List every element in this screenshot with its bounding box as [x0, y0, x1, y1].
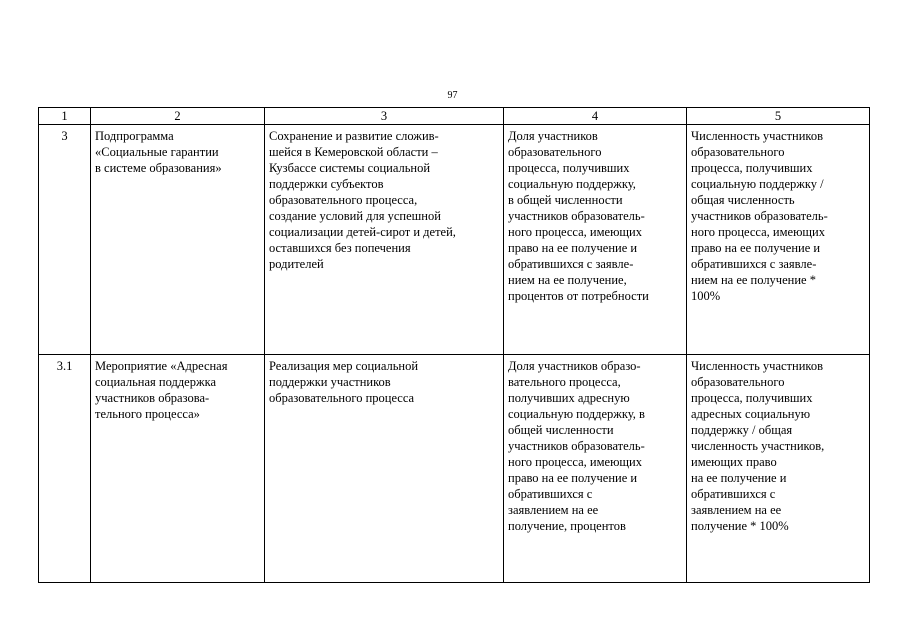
- program-name-cell: [91, 125, 265, 355]
- table-row: [39, 355, 870, 583]
- indicator-text: Доля участников образовательного процесса, получивших социальную поддержку, в общей численности участников образователь- ного процесса, имеющих право на ее получение и обратившихся с заявле- нием на ее получение, процентов от потребности: [508, 129, 649, 303]
- program-goal-cell: [265, 125, 504, 355]
- indicator-text: Доля участников образо- вательного процесса, получивших адресную социальную поддержку, в общей численности участников образователь- ного процесса, имеющих право на ее получение и обратившихся с заявлением на ее получение, процентов: [508, 359, 645, 533]
- column-header-1: 1: [39, 108, 91, 125]
- program-table: [38, 107, 870, 583]
- column-header-2: 2: [91, 108, 265, 125]
- program-name: Подпрограмма «Социальные гарантии в системе образования»: [95, 129, 222, 175]
- program-goal: Реализация мер социальной поддержки участников образовательного процесса: [269, 359, 419, 405]
- table-row: [39, 125, 870, 355]
- formula-cell: [687, 355, 870, 583]
- program-name: Мероприятие «Адресная социальная поддержка участников образова- тельного процесса»: [95, 359, 228, 421]
- indicator-cell: [504, 125, 687, 355]
- row-number-text: 3.1: [56, 359, 73, 373]
- program-goal-cell: [265, 355, 504, 583]
- row-number-text: 3: [61, 129, 68, 143]
- column-header-5: 5: [687, 108, 870, 125]
- table-header-row: [39, 108, 870, 125]
- row-number: [39, 355, 91, 583]
- column-header-4: 4: [504, 108, 687, 125]
- formula-text: Численность участников образовательного процесса, получивших адресных социальную поддержку / общая численность участников, имеющих право на ее получение и обратившихся с заявлением на ее получение * 100%: [691, 359, 825, 533]
- column-header-3: 3: [265, 108, 504, 125]
- page-number: 97: [447, 90, 458, 101]
- formula-text: Численность участников образовательного процесса, получивших социальную поддержку / общая численность участников образователь- ного процесса, имеющих право на ее получение и обратившихся с заявле- нием на ее получение * 100%: [691, 129, 828, 303]
- program-goal: Сохранение и развитие сложив- шейся в Кемеровской области – Кузбассе системы социальной поддержки субъектов образовательного процесса, создание условий для успешной социализации детей-сирот и детей, оставшихся без попечения родителей: [269, 129, 456, 271]
- indicator-cell: [504, 355, 687, 583]
- row-number: [39, 125, 91, 355]
- formula-cell: [687, 125, 870, 355]
- program-name-cell: [91, 355, 265, 583]
